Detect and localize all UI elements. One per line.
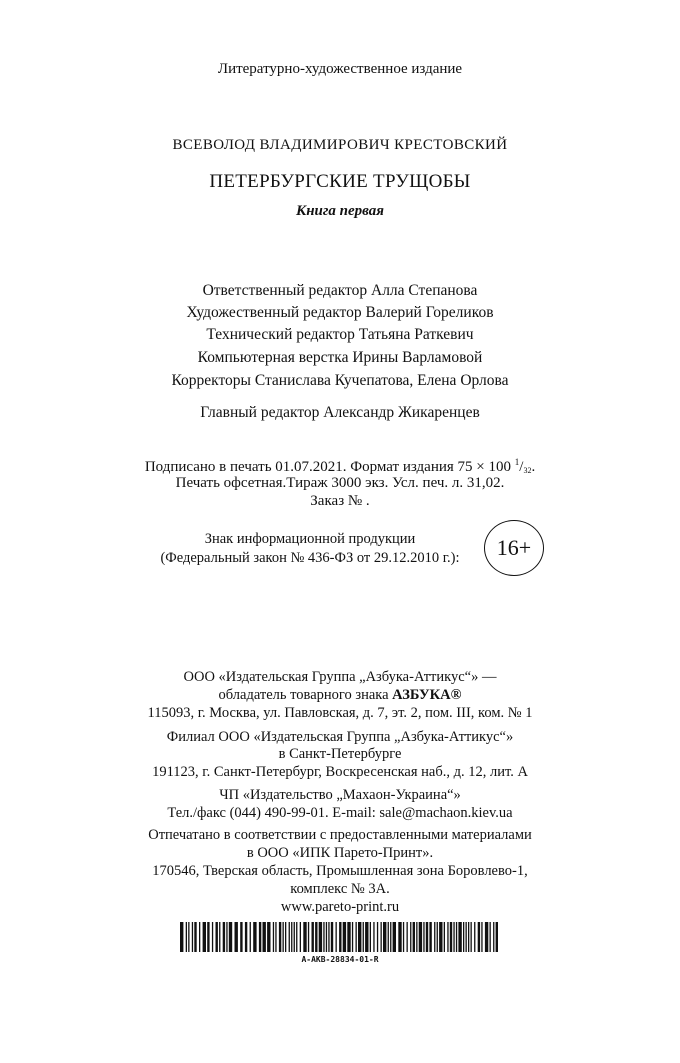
barcode-bar — [319, 922, 322, 952]
barcode-bar — [373, 922, 374, 952]
publisher-name: ООО «Издательская Группа „Азбука-Аттикус“» — — [183, 669, 497, 685]
ukraine-contact: Тел./факс (044) 490-99-01. E-mail: sale@machaon.kiev.ua — [167, 805, 513, 821]
barcode-bar — [468, 922, 469, 952]
barcode-bar — [300, 922, 301, 952]
barcode-bar — [423, 922, 424, 952]
barcode-bar — [186, 922, 187, 952]
barcode-bar — [328, 922, 329, 952]
barcode-bar — [259, 922, 261, 952]
info-product-label: Знак информационной продукции — [204, 531, 416, 547]
barcode-bar — [339, 922, 341, 952]
barcode-bar — [192, 922, 193, 952]
barcode-bar — [493, 922, 494, 952]
barcode-bar — [194, 922, 196, 952]
barcode-bar — [481, 922, 482, 952]
barcode-bar — [450, 922, 452, 952]
barcode-bar — [326, 922, 327, 952]
barcode-bar — [377, 922, 378, 952]
barcode-bar — [426, 922, 428, 952]
barcode-bar — [356, 922, 357, 952]
barcode-bar — [434, 922, 435, 952]
barcode-bar — [413, 922, 415, 952]
barcode-bar — [363, 922, 364, 952]
barcode-bar — [279, 922, 281, 952]
print-signed-line: Подписано в печать 01.07.2021. Формат издания 75 × 100 $^1/_{32}$. — [144, 457, 536, 475]
barcode-bar — [398, 922, 401, 952]
barcode-bar — [253, 922, 256, 952]
barcode-bar — [419, 922, 422, 952]
barcode-bar — [212, 922, 213, 952]
barcode-bar — [199, 922, 200, 952]
credit-proofreaders: Корректоры Станислава Кучепатова, Елена Орлова — [171, 372, 509, 389]
ukraine-publisher: ЧП «Издательство „Махаон-Украина“» — [219, 787, 461, 803]
barcode-bar — [240, 922, 242, 952]
book-title: ПЕТЕРБУРГСКИЕ ТРУЩОБЫ — [209, 171, 471, 192]
barcode-bar — [188, 922, 189, 952]
barcode-bar — [444, 922, 445, 952]
credit-layout: Компьютерная верстка Ирины Варламовой — [197, 349, 483, 366]
barcode-code: A-AKB-28834-01-R — [301, 955, 379, 964]
barcode-bar — [223, 922, 225, 952]
barcode-bar — [388, 922, 389, 952]
barcode-bar — [275, 922, 276, 952]
format-denominator: 32 — [523, 466, 532, 475]
barcode-bar — [416, 922, 417, 952]
credit-art-editor: Художественный редактор Валерий Гореликов — [186, 304, 494, 321]
barcode-bar — [478, 922, 480, 952]
barcode-bar — [267, 922, 270, 952]
barcode-bar — [390, 922, 391, 952]
book-subtitle: Книга первая — [296, 203, 384, 219]
branch-name: Филиал ООО «Издательская Группа „Азбука-Аттикус“» — [166, 729, 514, 745]
print-signed-end: . — [531, 459, 536, 475]
barcode-bar — [245, 922, 247, 952]
barcode-bar — [453, 922, 454, 952]
federal-law-label: (Федеральный закон № 436-ФЗ от 29.12.2010 г.): — [160, 550, 460, 566]
barcode-bar — [463, 922, 464, 952]
printer-name: в ООО «ИПК Парето-Принт». — [246, 845, 434, 861]
barcode-bar — [381, 922, 382, 952]
barcode-bar — [485, 922, 488, 952]
barcode-bar — [447, 922, 448, 952]
printer-website: www.pareto-print.ru — [280, 899, 400, 915]
barcode-bar — [336, 922, 337, 952]
barcode-bar — [308, 922, 309, 952]
barcode-bar — [283, 922, 284, 952]
barcode-bar — [437, 922, 438, 952]
barcode-bar — [439, 922, 442, 952]
branch-address: 191123, г. Санкт-Петербург, Воскресенская наб., д. 12, лит. А — [152, 764, 528, 780]
barcode-bar — [216, 922, 218, 952]
barcode-bar — [315, 922, 317, 952]
barcode-bar — [458, 922, 461, 952]
printer-complex: комплекс № 3А. — [290, 881, 390, 897]
barcode-bar — [471, 922, 472, 952]
barcode-bar — [393, 922, 396, 952]
barcode-bar — [410, 922, 411, 952]
barcode-bar — [331, 922, 333, 952]
genre-label: Литературно-художественное издание — [217, 61, 463, 77]
barcode-bar — [343, 922, 346, 952]
print-run-line: Печать офсетная.Тираж 3000 экз. Усл. печ. л. 31,02. — [175, 475, 505, 491]
barcode-bar — [365, 922, 368, 952]
barcode-bar — [226, 922, 227, 952]
barcode-bar — [347, 922, 350, 952]
barcode-bar — [456, 922, 457, 952]
barcode-image — [180, 922, 500, 952]
age-rating-badge: 16+ — [484, 520, 544, 576]
barcode-bar — [474, 922, 475, 952]
barcode-bar — [383, 922, 386, 952]
barcode-bar — [263, 922, 266, 952]
barcode-bar — [180, 922, 183, 952]
barcode-bar — [235, 922, 238, 952]
credit-chief-editor: Главный редактор Александр Жикаренцев — [200, 404, 480, 421]
barcode-bar — [323, 922, 324, 952]
branch-city: в Санкт-Петербурге — [278, 746, 402, 762]
barcode-bar — [229, 922, 232, 952]
barcode-bar — [407, 922, 408, 952]
barcode-bar — [219, 922, 220, 952]
barcode-bar — [207, 922, 209, 952]
barcode-bar — [289, 922, 290, 952]
barcode-bar — [370, 922, 371, 952]
author-name: ВСЕВОЛОД ВЛАДИМИРОВИЧ КРЕСТОВСКИЙ — [172, 137, 508, 153]
publisher-address: 115093, г. Москва, ул. Павловская, д. 7, эт. 2, пом. III, ком. № 1 — [147, 705, 533, 721]
barcode-bar — [273, 922, 274, 952]
barcode-bar — [490, 922, 491, 952]
barcode-bar — [496, 922, 498, 952]
barcode-bar — [291, 922, 292, 952]
printer-address: 170546, Тверская область, Промышленная зона Боровлево-1, — [152, 863, 528, 879]
barcode-bar — [429, 922, 431, 952]
format-numerator: 1 — [514, 457, 520, 467]
barcode-bar — [312, 922, 314, 952]
barcode-bar — [352, 922, 353, 952]
barcode-bar — [296, 922, 297, 952]
credit-technical-editor: Технический редактор Татьяна Раткевич — [206, 326, 474, 343]
trademark-word: АЗБУКА® — [392, 687, 462, 703]
barcode-bar — [466, 922, 467, 952]
barcode-bar — [250, 922, 251, 952]
barcode-bar — [358, 922, 361, 952]
barcode-bar — [303, 922, 306, 952]
barcode-bar — [203, 922, 206, 952]
trademark-owner: обладатель товарного знака АЗБУКА® — [218, 687, 462, 703]
barcode-bar — [285, 922, 286, 952]
print-signed-text: Подписано в печать 01.07.2021. Формат издания 75 × 100 — [144, 459, 512, 475]
credit-responsible-editor: Ответственный редактор Алла Степанова — [202, 282, 478, 299]
order-number-line: Заказ № . — [310, 493, 370, 509]
barcode-bar — [403, 922, 404, 952]
printing-note: Отпечатано в соответствии с предоставленными материалами — [148, 827, 532, 843]
barcode-bar — [294, 922, 295, 952]
